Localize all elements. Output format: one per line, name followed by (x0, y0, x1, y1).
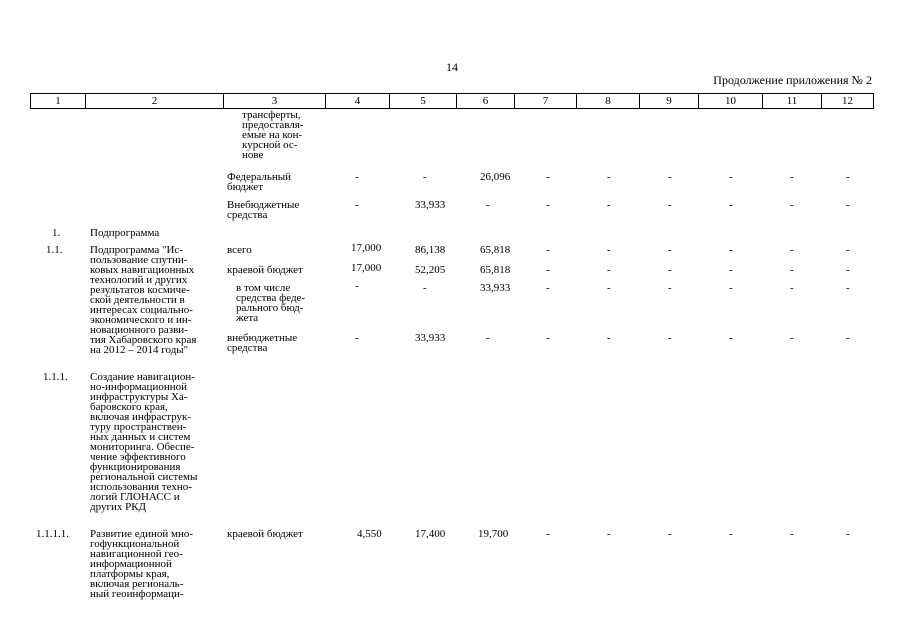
value-col5: 52,205 (415, 264, 446, 276)
value-col7: - (546, 171, 550, 183)
row-number: 1.1.1.1. (36, 528, 69, 540)
value-col6: 33,933 (480, 282, 511, 294)
value-col11: - (790, 332, 794, 344)
value-col4: - (355, 332, 359, 344)
value-col12: - (846, 332, 850, 344)
value-col8: - (607, 282, 611, 294)
value-col4: - (355, 280, 359, 292)
row-source-label: Внебюджетные средства (227, 199, 300, 221)
value-col10: - (729, 332, 733, 344)
value-col7: - (546, 244, 550, 256)
value-col8: - (607, 264, 611, 276)
value-col8: - (607, 199, 611, 211)
value-col8: - (607, 332, 611, 344)
value-col12: - (846, 528, 850, 540)
row-source-label: всего (227, 244, 252, 256)
row-title: Подпрограмма (90, 227, 160, 239)
row-number: 1. (52, 227, 61, 239)
value-col9: - (668, 282, 672, 294)
value-col10: - (729, 282, 733, 294)
value-col5: 33,933 (415, 199, 446, 211)
value-col6: - (486, 332, 490, 344)
row-source-label: внебюджетные средства (227, 332, 298, 354)
column-header-11: 11 (763, 94, 822, 109)
value-col12: - (846, 264, 850, 276)
value-col8: - (607, 528, 611, 540)
row-source-label: краевой бюджет (227, 528, 303, 540)
value-col4: - (355, 171, 359, 183)
value-col7: - (546, 264, 550, 276)
value-col11: - (790, 264, 794, 276)
value-col6: - (486, 199, 490, 211)
value-col12: - (846, 282, 850, 294)
value-col8: - (607, 244, 611, 256)
value-col8: - (607, 171, 611, 183)
value-col4: 17,000 (351, 242, 382, 254)
value-col5: - (423, 282, 427, 294)
value-col5: 33,933 (415, 332, 446, 344)
value-col11: - (790, 282, 794, 294)
value-col12: - (846, 199, 850, 211)
value-col5: 17,400 (415, 528, 446, 540)
value-col6: 65,818 (480, 264, 511, 276)
column-header-4: 4 (326, 94, 390, 109)
value-col7: - (546, 282, 550, 294)
value-col9: - (668, 244, 672, 256)
column-header-10: 10 (699, 94, 763, 109)
row-source-label: в том числе средства феде- рального бюд- жета (236, 282, 306, 324)
column-header-row (30, 93, 874, 109)
value-col10: - (729, 528, 733, 540)
value-col10: - (729, 264, 733, 276)
value-col7: - (546, 528, 550, 540)
column-header-6: 6 (457, 94, 515, 109)
column-header-5: 5 (390, 94, 457, 109)
row-title: Развитие единой мно- гофункциональной навигационной гео- информационной платформы края, включая региональ- ный геоинформаци- (90, 528, 194, 600)
row-title: Создание навигацион- но-информационной инфраструктуры Ха- баровского края, включая инфраструк- туру пространствен- ных данных и систем мониторинга. Обеспе- чение эффективного функционирования региональной системы использования техно- логий ГЛОНАСС и других РКД (90, 371, 198, 513)
continuation-caption: Продолжение приложения № 2 (713, 73, 872, 87)
value-col9: - (668, 528, 672, 540)
value-col5: 86,138 (415, 244, 446, 256)
value-col11: - (790, 528, 794, 540)
value-col4: 17,000 (351, 262, 382, 274)
value-col6: 19,700 (478, 528, 509, 540)
value-col9: - (668, 264, 672, 276)
value-col6: 26,096 (480, 171, 511, 183)
row-source-label: краевой бюджет (227, 264, 303, 276)
value-col7: - (546, 199, 550, 211)
column-header-12: 12 (822, 94, 874, 109)
column-header-3: 3 (224, 94, 326, 109)
column-header-2: 2 (86, 94, 224, 109)
value-col11: - (790, 199, 794, 211)
value-col4: - (355, 199, 359, 211)
value-col4: 4,550 (357, 528, 382, 540)
column-header-8: 8 (577, 94, 640, 109)
value-col12: - (846, 244, 850, 256)
column-header-7: 7 (515, 94, 577, 109)
value-col5: - (423, 171, 427, 183)
value-col10: - (729, 171, 733, 183)
value-col6: 65,818 (480, 244, 511, 256)
row-title: Подпрограмма "Ис- пользование спутни- ковых навигационных технологий и других результатов космиче- ской деятельности в интересах социально- экономического и ин- новационного разви- тия Хабаровского края на 2012 – 2014 годы" (90, 244, 197, 356)
value-col10: - (729, 199, 733, 211)
value-col12: - (846, 171, 850, 183)
row-number: 1.1. (46, 244, 63, 256)
value-col7: - (546, 332, 550, 344)
page-number: 14 (446, 60, 458, 74)
column-header-9: 9 (640, 94, 699, 109)
column-header-1: 1 (31, 94, 86, 109)
value-col10: - (729, 244, 733, 256)
value-col9: - (668, 199, 672, 211)
value-col9: - (668, 171, 672, 183)
row-source-label: трансферты, предоставля- емые на кон- курсной ос- нове (242, 109, 304, 161)
value-col11: - (790, 244, 794, 256)
row-source-label: Федеральный бюджет (227, 171, 292, 193)
value-col9: - (668, 332, 672, 344)
row-number: 1.1.1. (43, 371, 68, 383)
value-col11: - (790, 171, 794, 183)
